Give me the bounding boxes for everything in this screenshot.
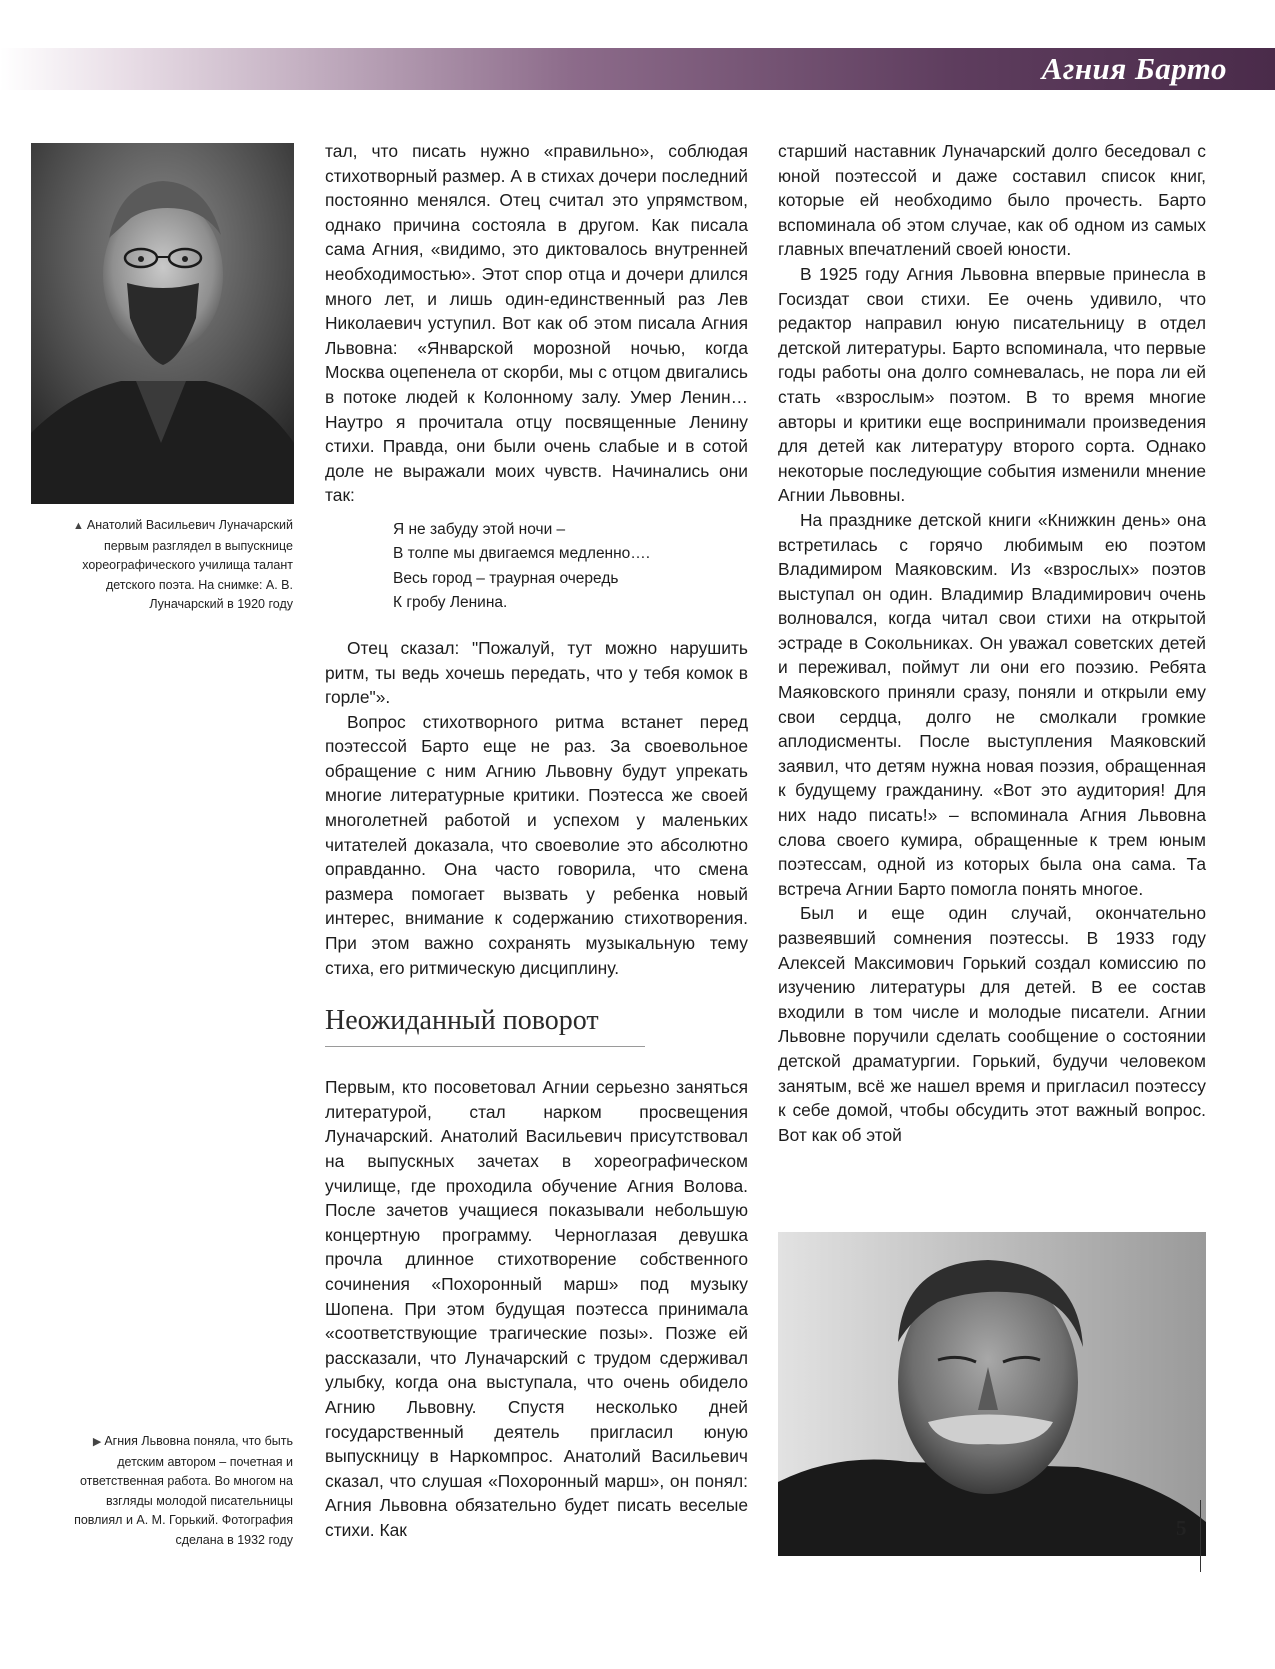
paragraph: Первым, кто посоветовал Агнии серьезно заняться литературой, стал нарком просвещения Луначарский. Анатолий Васильевич присутствовал на выпускных зачетах в хореографическом училище, где проходила обучение Агния Волова. После зачетов учащиеся показывали небольшую концертную программу. Черноглазая девушка прочла длинное стихотворение собственного сочинения «Похоронный марш» под музыку Шопена. При этом будущая поэтесса принимала «соответствующие трагические позы». Позже ей рассказали, что Луначарский с трудом сдерживал улыбку, когда она выступала, что очень обидело Агнию Львовну. Спустя несколько дней государственный деятель пригласил юную выпускницу в Наркомпрос. Анатолий Васильевич сказал, что слушая «Похоронный марш», он понял: Агния Львовна обязательно будет писать веселые стихи. Как: [325, 1077, 748, 1540]
poem-line: Я не забуду этой ночи –: [393, 520, 566, 538]
paragraph: На празднике детской книги «Книжкин день» она встретилась с горячо любимым ею поэтом Владимиром Маяковским. Из «взрослых» поэтов выступал он один. Владимир Владимирович очень волновался, когда читал свои стихи на открытой эстраде в Сокольниках. Он уважал советских детей и переживал, поймут ли они его поэзию. Ребята Маяковского приняли сразу, поняли и открыли ему свои сердца, долго не смолкали громкие аплодисменты. После выступления Маяковский заявил, что детям нужна новая поэзия, обращенная к будущему гражданину. «Вот это аудитория! Для них надо писать!» – вспоминала Агния Львовна слова своего кумира, обращенные к трем юным поэтессам, одной из которых была она сама. Та встреча Агнии Барто помогла понять многое.: [778, 509, 1206, 899]
caption-bottom-text: Агния Львовна поняла, что быть детским автором – почетная и ответственная работа. Во многом на взгляды молодой писательницы повлиял и А. М. Горький. Фотография сделана в 1932 году: [74, 1434, 293, 1547]
caption-top-text: Анатолий Васильевич Луначарский первым разглядел в выпускнице хореографического училища талант детского поэта. На снимке: А. В. Луначарский в 1920 году: [82, 518, 293, 611]
poem-quote: [393, 518, 748, 616]
paragraph: Был и еще один случай, окончательно развеявший сомнения поэтессы. В 1933 году Алексей Максимович Горький создал комиссию по изучению литературы для детей. В ее состав входили в том числе и молодые писатели. Агнии Львовне поручили сделать сообщение о состоянии детской драматургии. Горький, будучи человеком занятым, всё же нашел время и пригласил поэтессу к себе домой, чтобы обсудить этот важный вопрос. Вот как об этой: [778, 903, 1206, 1145]
paragraph: Вопрос стихотворного ритма встанет перед поэтессой Барто еще не раз. За своевольное обращение с ним Агнию Львовну будут упрекать многие литературные критики. Поэтесса же своей многолетней работой и успехом у маленьких читателей доказала, что своеволие это абсолютно оправданно. Она часто говорила, что смена размера помогает вызвать у ребенка новый интерес, внимание к содержанию стихотворения. При этом важно сохранять музыкальную тему стиха, его ритмическую дисциплину.: [325, 711, 748, 978]
paragraph: тал, что писать нужно «правильно», соблюдая стихотворный размер. А в стихах дочери последний постоянно менялся. Отец считал это упрямством, однако причина состояла в другом. Как писала сама Агния, «видимо, это диктовалось внутренней необходимостью». Этот спор отца и дочери длился много лет, и лишь один-единственный раз Лев Николаевич уступил. Вот как об этом писала Агния Львовна: «Январской морозной ночью, когда Москва оцепенела от скорби, мы с отцом двигались в потоке людей к Колонному залу. Умер Ленин… Наутро я прочитала отцу посвященные Ленину стихи. Правда, они были очень слабые и в сотой доле не выражали моих чувств. Начинались они так:: [325, 141, 748, 506]
photo-lunacharsky: [31, 143, 294, 504]
paragraph: В 1925 году Агния Львовна впервые принесла в Госиздат свои стихи. Ее очень удивило, что редактор направил юную писательницу в отдел детской литературы. Барто вспоминала, что первые годы работы она долго сомневалась, не пора ли ей стать «взрослым» поэтом. В то время многие авторы и критики еще воспринимали произведения для детей как литературу второго сорта. Однако некоторые последующие события изменили мнение Агнии Львовны.: [778, 263, 1206, 506]
poem-line: К гробу Ленина.: [393, 594, 508, 612]
poem-line: Весь город – траурная очередь: [393, 569, 619, 587]
page-rule: [1200, 1500, 1201, 1572]
photo-gorky: [778, 1232, 1206, 1556]
right-column: [778, 139, 1206, 1147]
poem-line: В толпе мы двигаемся медленно….: [393, 545, 651, 563]
running-title: Агния Барто: [1041, 51, 1227, 86]
paragraph: старший наставник Луначарский долго беседовал с юной поэтессой и даже составил список книг, которые ей необходимо было прочесть. Барто вспоминала об этом случае, как об одном из самых главных впечатлений своей юности.: [778, 141, 1206, 260]
page-number: 5: [1176, 1516, 1187, 1540]
caption-arrow-icon: ▲: [73, 520, 84, 532]
paragraph: Отец сказал: "Пожалуй, тут можно нарушить ритм, ты ведь хочешь передать, что у тебя комок в горле"».: [325, 637, 748, 708]
caption-arrow-icon: ▶: [92, 1436, 102, 1448]
photo-caption-bottom: [60, 1432, 293, 1550]
middle-column: [325, 139, 748, 1543]
photo-caption-top: [60, 516, 293, 615]
section-heading: Неожиданный поворот: [325, 1004, 645, 1047]
